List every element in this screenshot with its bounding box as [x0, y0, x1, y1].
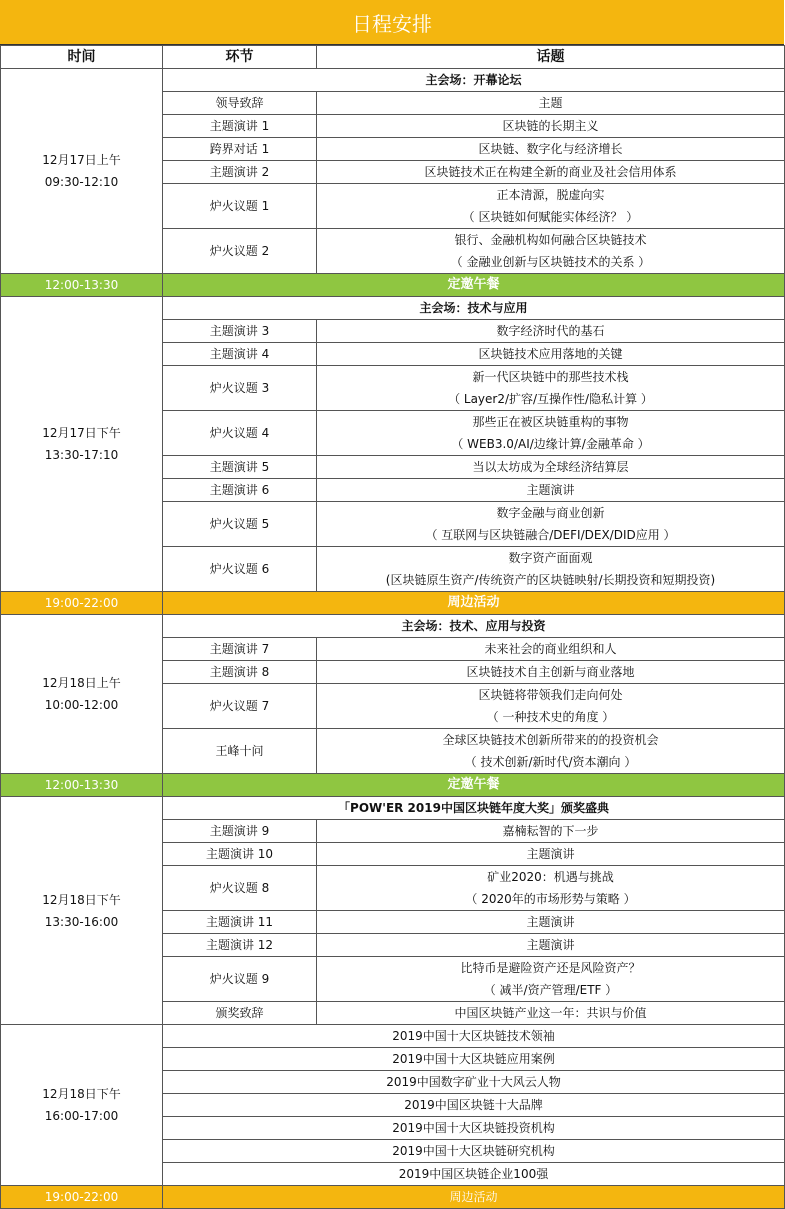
topic-line: 主题演讲 — [526, 483, 575, 497]
topic-line: 主题演讲 — [526, 938, 575, 952]
topic-cell — [317, 161, 785, 184]
topic-line: （ 2020年的市场形势与策略 ） — [465, 892, 636, 906]
topic-line: 主题演讲 — [526, 915, 575, 929]
award-cell: 2019中国数字矿业十大风云人物 — [163, 1071, 785, 1094]
break-label: 定邀午餐 — [163, 274, 785, 297]
session-title-row — [1, 297, 785, 320]
topic-line: 主题演讲 — [526, 847, 575, 861]
break-time: 19:00-22:00 — [1, 1186, 163, 1209]
time-line: 13:30-16:00 — [44, 914, 119, 929]
topic-cell — [317, 911, 785, 934]
award-cell: 2019中国十大区块链应用案例 — [163, 1048, 785, 1071]
time-cell — [1, 1025, 163, 1186]
topic-line: （ 区块链如何赋能实体经济？ ） — [462, 210, 639, 224]
break-time: 12:00-13:30 — [1, 774, 163, 797]
segment-cell: 炉火议题 7 — [163, 684, 317, 729]
segment-cell: 炉火议题 9 — [163, 957, 317, 1002]
segment-cell: 主题演讲 10 — [163, 843, 317, 866]
topic-cell — [317, 479, 785, 502]
topic-cell — [317, 661, 785, 684]
session-title: 主会场：技术、应用与投资 — [163, 615, 785, 638]
topic-cell — [317, 366, 785, 411]
topic-line: 数字资产面面观 — [508, 551, 593, 565]
time-line: 12月18日下午 — [42, 892, 121, 907]
topic-cell — [317, 547, 785, 592]
topic-cell — [317, 684, 785, 729]
segment-cell: 炉火议题 3 — [163, 366, 317, 411]
topic-cell — [317, 934, 785, 957]
session-title-row — [1, 797, 785, 820]
time-cell — [1, 797, 163, 1025]
topic-line: 中国区块链产业这一年：共识与价值 — [454, 1006, 647, 1020]
topic-line: 区块链、数字化与经济增长 — [478, 142, 623, 156]
topic-cell — [317, 729, 785, 774]
topic-line: 比特币是避险资产还是风险资产？ — [460, 961, 641, 975]
segment-cell: 炉火议题 2 — [163, 229, 317, 274]
topic-cell — [317, 320, 785, 343]
segment-cell: 炉火议题 8 — [163, 866, 317, 911]
segment-cell: 跨界对话 1 — [163, 138, 317, 161]
time-line: 12月17日下午 — [42, 426, 121, 440]
topic-line: 矿业2020：机遇与挑战 — [487, 870, 614, 884]
award-cell: 2019中国十大区块链研究机构 — [163, 1140, 785, 1163]
topic-cell — [317, 456, 785, 479]
topic-cell — [317, 343, 785, 366]
time-cell — [1, 615, 163, 774]
break-time: 12:00-13:30 — [1, 274, 163, 297]
segment-cell: 颁奖致辞 — [163, 1002, 317, 1025]
award-cell: 2019中国区块链十大品牌 — [163, 1094, 785, 1117]
topic-cell — [317, 843, 785, 866]
topic-line: 区块链技术正在构建全新的商业及社会信用体系 — [424, 165, 677, 179]
break-time: 19:00-22:00 — [1, 592, 163, 615]
segment-cell: 主题演讲 9 — [163, 820, 317, 843]
segment-cell: 主题演讲 5 — [163, 456, 317, 479]
break-label: 周边活动 — [163, 592, 785, 615]
segment-cell: 炉火议题 6 — [163, 547, 317, 592]
segment-cell: 炉火议题 4 — [163, 411, 317, 456]
time-line: 12月17日上午 — [42, 153, 121, 167]
time-line: 12月18日下午 — [42, 1087, 121, 1101]
time-cell — [1, 297, 163, 592]
break-row — [1, 774, 785, 797]
topic-cell — [317, 138, 785, 161]
schedule-body — [1, 46, 785, 1209]
header-row — [1, 46, 785, 69]
topic-line: 嘉楠耘智的下一步 — [502, 824, 599, 838]
topic-line: （ 一种技术史的角度 ） — [486, 710, 615, 724]
topic-line: 数字金融与商业创新 — [496, 506, 605, 520]
topic-cell — [317, 866, 785, 911]
topic-line: 未来社会的商业组织和人 — [484, 642, 617, 656]
break-row — [1, 1186, 785, 1209]
topic-line: 正本清源，脱虚向实 — [496, 188, 605, 202]
break-row — [1, 274, 785, 297]
break-row — [1, 592, 785, 615]
topic-line: 那些正在被区块链重构的事物 — [472, 415, 629, 429]
topic-line: 银行、金融机构如何融合区块链技术 — [454, 233, 647, 247]
topic-line: 主题 — [538, 96, 563, 110]
segment-cell: 炉火议题 5 — [163, 502, 317, 547]
schedule-table — [0, 45, 785, 1209]
time-line: 12月18日上午 — [42, 676, 121, 690]
topic-line: 当以太坊成为全球经济结算层 — [472, 460, 629, 474]
award-row — [1, 1025, 785, 1048]
award-cell: 2019中国十大区块链技术领袖 — [163, 1025, 785, 1048]
award-cell: 2019中国十大区块链投资机构 — [163, 1117, 785, 1140]
topic-line: 全球区块链技术创新所带来的的投资机会 — [442, 733, 659, 747]
session-title: 主会场：技术与应用 — [163, 297, 785, 320]
segment-cell: 主题演讲 4 — [163, 343, 317, 366]
award-cell: 2019中国区块链企业100强 — [163, 1163, 785, 1186]
header-time: 时间 — [1, 46, 163, 69]
segment-cell: 主题演讲 1 — [163, 115, 317, 138]
topic-line: 数字经济时代的基石 — [496, 324, 605, 338]
topic-line: （ WEB3.0/AI/边缘计算/金融革命 ） — [451, 437, 650, 451]
time-line: 10:00-12:00 — [44, 698, 119, 712]
page-title: 日程安排 — [0, 0, 784, 45]
session-title: 「POW'ER 2019中国区块链年度大奖」颁奖盛典 — [163, 797, 785, 820]
topic-line: 区块链的长期主义 — [502, 119, 599, 133]
break-label: 周边活动 — [163, 1186, 785, 1209]
topic-line: 区块链将带领我们走向何处 — [478, 688, 623, 702]
topic-line: （ Layer2/扩容/互操作性/隐私计算 ） — [448, 392, 653, 406]
topic-line: 区块链技术自主创新与商业落地 — [466, 665, 635, 679]
topic-cell — [317, 502, 785, 547]
topic-cell — [317, 184, 785, 229]
segment-cell: 炉火议题 1 — [163, 184, 317, 229]
segment-cell: 主题演讲 11 — [163, 911, 317, 934]
segment-cell: 主题演讲 7 — [163, 638, 317, 661]
segment-cell: 王峰十问 — [163, 729, 317, 774]
topic-cell — [317, 411, 785, 456]
session-title-row — [1, 69, 785, 92]
segment-cell: 主题演讲 3 — [163, 320, 317, 343]
time-line: 13:30-17:10 — [44, 448, 119, 462]
topic-cell — [317, 1002, 785, 1025]
topic-line: （ 互联网与区块链融合/DEFI/DEX/DID应用 ） — [425, 528, 676, 542]
topic-line: （ 减半/资产管理/ETF ） — [483, 983, 618, 997]
segment-cell: 领导致辞 — [163, 92, 317, 115]
topic-line: 区块链技术应用落地的关键 — [478, 347, 623, 361]
session-title: 主会场：开幕论坛 — [163, 69, 785, 92]
topic-cell — [317, 229, 785, 274]
topic-line: （ 技术创新/新时代/资本潮向 ） — [464, 755, 637, 769]
segment-cell: 主题演讲 2 — [163, 161, 317, 184]
segment-cell: 主题演讲 8 — [163, 661, 317, 684]
time-line: 16:00-17:00 — [44, 1109, 119, 1123]
break-label: 定邀午餐 — [163, 774, 785, 797]
topic-cell — [317, 957, 785, 1002]
segment-cell: 主题演讲 12 — [163, 934, 317, 957]
header-segment: 环节 — [163, 46, 317, 69]
topic-cell — [317, 820, 785, 843]
header-topic: 话题 — [317, 46, 785, 69]
time-line: 09:30-12:10 — [44, 175, 119, 189]
topic-cell — [317, 92, 785, 115]
segment-cell: 主题演讲 6 — [163, 479, 317, 502]
topic-line: (区块链原生资产/传统资产的区块链映射/长期投资和短期投资) — [385, 573, 716, 587]
time-cell — [1, 69, 163, 274]
topic-cell — [317, 638, 785, 661]
topic-line: （ 金融业创新与区块链技术的关系 ） — [450, 255, 651, 269]
topic-cell — [317, 115, 785, 138]
topic-line: 新一代区块链中的那些技术栈 — [472, 370, 629, 384]
session-title-row — [1, 615, 785, 638]
